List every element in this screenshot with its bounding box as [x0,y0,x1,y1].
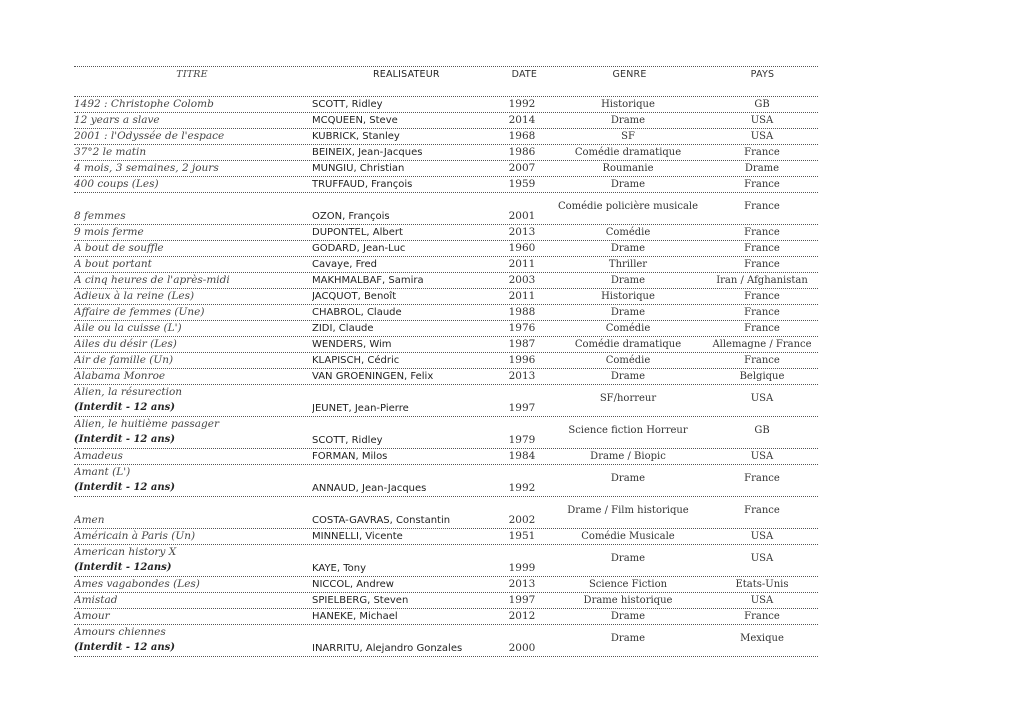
film-genre: Drame historique [583,595,673,606]
film-genre: Historique [601,291,655,302]
release-year: 1992 [508,98,536,110]
table-row [74,577,818,593]
table-row [74,177,818,193]
film-title-text: 4 mois, 3 semaines, 2 jours [74,162,219,174]
film-genre: Comédie policière musicale [557,201,699,212]
film-title [74,161,312,176]
release-year: 1996 [508,354,536,366]
director-name: JACQUOT, Benoît [312,291,397,302]
film-title-text: 9 mois ferme [74,226,144,238]
film-title-text: Alabama Monroe [74,370,166,382]
film-title-text: 37°2 le matin [74,146,147,158]
film-country: France [744,611,780,622]
film-title-text: Affaire de femmes (Une) [74,306,205,318]
table-row [74,241,818,257]
release-year: 1999 [508,562,536,574]
film-genre: Science fiction Horreur [568,425,688,436]
release-year: 2000 [508,642,536,654]
film-genre: Comédie [605,227,651,238]
release-year: 1968 [508,130,536,142]
film-title [74,97,312,112]
release-year: 1988 [508,306,536,318]
film-title [74,145,312,160]
film-title [74,241,312,256]
release-year: 2001 [508,210,536,222]
table-row [74,369,818,385]
release-year: 2003 [508,274,536,286]
table-header [74,67,818,82]
age-restriction-note: (Interdit - 12 ans) [74,402,175,413]
release-year: 2011 [508,258,536,270]
table-row [74,273,818,289]
film-title [74,385,312,416]
table-row [74,465,818,497]
director-name: GODARD, Jean-Luc [312,243,406,254]
film-title-text: Air de famille (Un) [74,354,174,366]
film-title-text: Ames vagabondes (Les) [74,578,200,590]
director-name: FORMAN, Milos [312,451,388,462]
film-genre: Comédie dramatique [574,147,682,158]
table-row [74,593,818,609]
director-name: SCOTT, Ridley [312,99,383,110]
header-realisateur: REALISATEUR [372,69,440,80]
header-date: DATE [511,69,538,80]
table-row [74,305,818,321]
film-title [74,417,312,448]
film-genre: Science Fiction [588,579,668,590]
age-restriction-note: (Interdit - 12 ans) [74,434,175,445]
release-year: 2011 [508,290,536,302]
table-row [74,321,818,337]
film-genre: Drame [610,307,646,318]
director-name: MCQUEEN, Steve [312,115,398,126]
film-genre: Drame [610,611,646,622]
table-row [74,609,818,625]
director-name: WENDERS, Wim [312,339,392,350]
director-name: BEINEIX, Jean-Jacques [312,147,423,158]
table-row [74,97,818,113]
film-country: USA [750,393,774,404]
table-row [74,545,818,577]
release-year: 2013 [508,226,536,238]
film-genre: Drame [610,115,646,126]
table-row [74,161,818,177]
release-year: 1960 [508,242,536,254]
film-title-text: Américain à Paris (Un) [74,530,196,542]
film-country: Belgique [739,371,785,382]
director-name: SCOTT, Ridley [312,435,383,446]
header-titre: TITRE [176,69,208,80]
film-title [74,449,312,464]
film-country: USA [750,595,774,606]
film-title-text: Adieux à la reine (Les) [74,290,195,302]
director-name: MINNELLI, Vicente [312,531,403,542]
release-year: 1997 [508,594,536,606]
release-year: 1959 [508,178,536,190]
director-name: KUBRICK, Stanley [312,131,400,142]
release-year: 1951 [508,530,536,542]
director-name: ANNAUD, Jean-Jacques [312,483,427,494]
film-genre: Drame [610,275,646,286]
table-row [74,625,818,657]
table-row [74,129,818,145]
release-year: 1997 [508,402,536,414]
film-genre: Drame [610,179,646,190]
film-table-body [74,97,818,657]
table-row [74,289,818,305]
film-title [74,577,312,592]
film-title-text: Amen [74,514,105,526]
film-country: USA [750,553,774,564]
film-title [74,337,312,352]
table-row [74,193,818,225]
film-country: France [744,291,780,302]
film-title [74,593,312,608]
film-title-text: Amour [74,610,110,622]
film-genre: Historique [601,99,655,110]
film-country: Iran / Afghanistan [716,275,808,286]
film-title-text: 12 years a slave [74,114,160,126]
film-title-text: Ailes du désir (Les) [74,338,177,350]
film-country: Etats-Unis [735,579,789,590]
film-title-text: Amant (L') [74,466,131,478]
film-title-text: American history X [74,546,177,558]
film-genre: Roumanie [602,163,654,174]
director-name: NICCOL, Andrew [312,579,394,590]
film-country: USA [750,131,774,142]
film-title [74,225,312,240]
header-separator [74,82,818,97]
director-name: Cavaye, Fred [312,259,377,270]
director-name: MUNGIU, Christian [312,163,405,174]
film-country: France [744,227,780,238]
film-title [74,529,312,544]
header-genre: GENRE [612,69,647,80]
table-row [74,145,818,161]
film-country: Drame [744,163,780,174]
film-country: France [744,323,780,334]
film-title-text: Amadeus [74,450,123,462]
film-genre: Comédie [605,355,651,366]
film-country: GB [754,425,770,436]
film-country: France [744,147,780,158]
film-title-text: Alien, la résurection [74,386,183,398]
director-name: OZON, François [312,211,390,222]
age-restriction-note: (Interdit - 12 ans) [74,482,175,493]
director-name: DUPONTEL, Albert [312,227,403,238]
film-title-text: 2001 : l'Odyssée de l'espace [74,130,225,142]
film-genre: Comédie Musicale [581,531,675,542]
film-title [74,545,312,576]
film-country: USA [750,531,774,542]
film-title [74,257,312,272]
film-list-page [74,66,818,657]
film-title [74,273,312,288]
director-name: MAKHMALBAF, Samira [312,275,424,286]
film-genre: Drame / Biopic [590,451,666,462]
release-year: 2014 [508,114,536,126]
director-name: INARRITU, Alejandro Gonzales [312,643,463,654]
table-row [74,337,818,353]
film-title-text: 8 femmes [74,210,126,222]
release-year: 2013 [508,370,536,382]
director-name: JEUNET, Jean-Pierre [312,403,409,414]
film-genre: SF [621,131,635,142]
film-title-text: A bout de souffle [74,242,164,254]
release-year: 1976 [508,322,536,334]
director-name: ZIDI, Claude [312,323,374,334]
film-title [74,465,312,496]
table-row [74,417,818,449]
film-title [74,177,312,192]
film-country: France [744,307,780,318]
table-row [74,257,818,273]
table-row [74,449,818,465]
film-country: Mexique [740,633,784,644]
film-genre: Thriller [608,259,648,270]
director-name: KAYE, Tony [312,563,367,574]
director-name: CHABROL, Claude [312,307,402,318]
film-genre: SF/horreur [599,393,657,404]
age-restriction-note: (Interdit - 12ans) [74,562,172,573]
film-country: USA [750,115,774,126]
table-row [74,385,818,417]
release-year: 2002 [508,514,536,526]
film-country: GB [754,99,770,110]
film-genre: Drame [610,243,646,254]
release-year: 1979 [508,434,536,446]
film-title [74,113,312,128]
director-name: VAN GROENINGEN, Felix [312,371,434,382]
director-name: SPIELBERG, Steven [312,595,409,606]
film-genre: Drame [610,473,646,484]
film-title [74,129,312,144]
director-name: KLAPISCH, Cédric [312,355,400,366]
film-country: France [744,505,780,516]
film-country: France [744,243,780,254]
table-row [74,497,818,529]
table-row [74,529,818,545]
film-genre: Comédie dramatique [574,339,682,350]
film-country: France [744,473,780,484]
film-genre: Drame [610,633,646,644]
film-title-text: Amours chiennes [74,626,166,638]
release-year: 1986 [508,146,536,158]
table-row [74,113,818,129]
release-year: 1984 [508,450,536,462]
film-title-text: 400 coups (Les) [74,178,159,190]
table-row [74,353,818,369]
film-title-text: Alien, le huitième passager [74,418,220,430]
film-genre: Drame [610,371,646,382]
film-country: France [744,179,780,190]
film-title-text: A bout portant [74,258,152,270]
release-year: 1987 [508,338,536,350]
film-genre: Drame / Film historique [567,505,689,516]
age-restriction-note: (Interdit - 12 ans) [74,642,175,653]
film-title-text: 1492 : Christophe Colomb [74,98,214,110]
release-year: 2013 [508,578,536,590]
film-country: France [744,201,780,212]
film-genre: Comédie [605,323,651,334]
release-year: 2007 [508,162,536,174]
film-title [74,609,312,624]
release-year: 2012 [508,610,536,622]
film-title [74,625,312,656]
film-title [74,369,312,384]
director-name: HANEKE, Michael [312,611,398,622]
film-title-text: Aile ou la cuisse (L') [74,322,182,334]
film-title [74,289,312,304]
film-title [74,353,312,368]
film-country: France [744,355,780,366]
film-title [74,193,312,224]
release-year: 1992 [508,482,536,494]
film-country: USA [750,451,774,462]
director-name: COSTA-GAVRAS, Constantin [312,515,451,526]
film-title-text: Amistad [74,594,118,606]
header-pays: PAYS [750,69,775,80]
film-country: Allemagne / France [712,339,812,350]
film-country: France [744,259,780,270]
film-title-text: A cinq heures de l'après-midi [74,274,230,286]
film-genre: Drame [610,553,646,564]
table-row [74,225,818,241]
director-name: TRUFFAUD, François [312,179,413,190]
film-title [74,305,312,320]
film-title [74,321,312,336]
film-title [74,497,312,528]
